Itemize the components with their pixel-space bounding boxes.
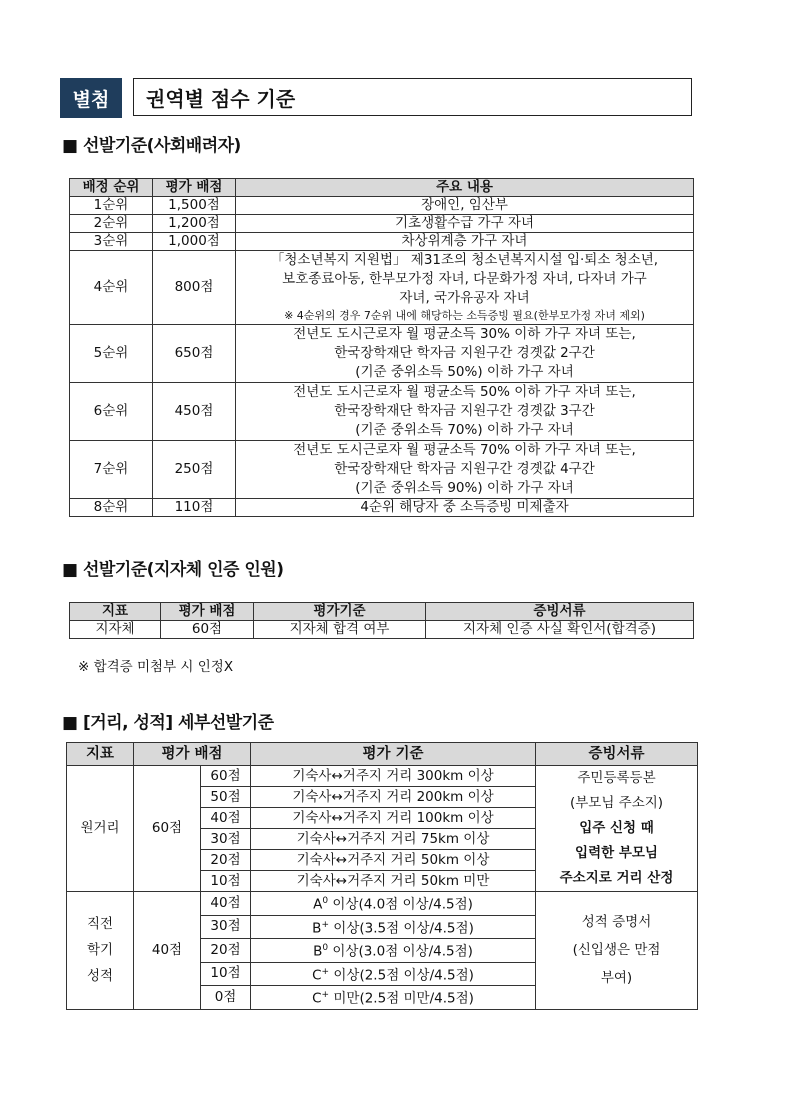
criteria-cell xyxy=(251,962,536,986)
grade-range: 이상(4.0점 이상/4.5점) xyxy=(328,896,473,913)
col-header: 배정 순위 xyxy=(70,179,153,197)
criteria-cell xyxy=(251,892,536,916)
col-header: 평가 기준 xyxy=(251,743,536,766)
cell: 지자체 xyxy=(70,621,161,639)
score-cell: 110점 xyxy=(153,499,236,517)
criteria-cell: 기숙사↔거주지 거리 100km 이상 xyxy=(251,808,536,829)
content-line: 기초생활수급 가구 자녀 xyxy=(395,215,534,231)
grade-range: 미만(2.5점 미만/4.5점) xyxy=(329,990,474,1007)
rank-cell: 7순위 xyxy=(70,441,153,499)
indicator-line: 학기 xyxy=(86,942,114,959)
section-heading-3: ■ [거리, 성적] 세부선발기준 xyxy=(62,713,274,733)
score-cell: 30점 xyxy=(201,915,251,939)
rank-cell: 3순위 xyxy=(70,233,153,251)
rank-cell: 5순위 xyxy=(70,325,153,383)
table-row xyxy=(70,233,694,251)
table-row xyxy=(70,251,694,325)
col-header: 주요 내용 xyxy=(236,179,694,197)
col-header: 평가 배점 xyxy=(161,603,254,621)
cell: 지자체 합격 여부 xyxy=(254,621,426,639)
score-cell: 30점 xyxy=(201,829,251,850)
score-cell: 450점 xyxy=(153,383,236,441)
grade-letter: B xyxy=(313,943,323,960)
section-heading-2: ■ 선발기준(지자체 인증 인원) xyxy=(62,560,284,580)
document-line-bold: 입력한 부모님 xyxy=(575,845,658,861)
detail-table xyxy=(66,742,698,1010)
table-row xyxy=(70,441,694,499)
cell: 60점 xyxy=(161,621,254,639)
col-header: 증빙서류 xyxy=(536,743,698,766)
criteria-cell xyxy=(251,939,536,963)
content-cell xyxy=(236,197,694,215)
content-line: 전년도 도시근로자 월 평균소득 30% 이하 가구 자녀 또는, xyxy=(293,326,636,342)
document-line: 성적 증명서 xyxy=(581,914,652,931)
grade-modifier: 0 xyxy=(322,896,329,906)
table-row xyxy=(67,766,698,787)
grade-letter: C xyxy=(312,990,322,1007)
rank-cell: 4순위 xyxy=(70,251,153,325)
total-score-cell: 60점 xyxy=(134,766,201,892)
content-line: 한국장학재단 학자금 지원구간 경곗값 2구간 xyxy=(334,345,595,361)
table-header xyxy=(70,603,694,621)
indicator-line: 직전 xyxy=(86,916,114,933)
footnote: ※ 합격증 미첨부 시 인정X xyxy=(78,659,234,675)
table-row xyxy=(70,215,694,233)
table-header xyxy=(67,743,698,766)
cell: 지자체 인증 사실 확인서(합격증) xyxy=(426,621,694,639)
grade-modifier: + xyxy=(321,990,330,1000)
rank-cell: 8순위 xyxy=(70,499,153,517)
criteria-cell: 기숙사↔거주지 거리 50km 이상 xyxy=(251,850,536,871)
content-cell xyxy=(236,233,694,251)
content-cell xyxy=(236,251,694,325)
criteria-cell: 기숙사↔거주지 거리 200km 이상 xyxy=(251,787,536,808)
col-header: 증빙서류 xyxy=(426,603,694,621)
table-row xyxy=(70,383,694,441)
criteria-cell: 기숙사↔거주지 거리 50km 미만 xyxy=(251,871,536,892)
total-score-cell: 40점 xyxy=(134,892,201,1010)
grade-letter: B xyxy=(312,920,322,936)
content-line: 자녀, 국가유공자 자녀 xyxy=(399,290,530,306)
table-row xyxy=(70,621,694,639)
criteria-cell xyxy=(251,986,536,1010)
score-cell: 650점 xyxy=(153,325,236,383)
score-cell: 0점 xyxy=(201,986,251,1010)
content-line: 전년도 도시근로자 월 평균소득 50% 이하 가구 자녀 또는, xyxy=(293,384,636,400)
score-cell: 50점 xyxy=(201,787,251,808)
document-cell xyxy=(536,766,698,892)
document-line: 부여) xyxy=(600,970,633,987)
col-header: 지표 xyxy=(67,743,134,766)
score-cell: 1,000점 xyxy=(153,233,236,251)
content-line: 4순위 해당자 중 소득증빙 미제출자 xyxy=(360,499,569,515)
indicator-cell xyxy=(67,892,134,1010)
content-line: 전년도 도시근로자 월 평균소득 70% 이하 가구 자녀 또는, xyxy=(293,442,636,458)
criteria-cell: 기숙사↔거주지 거리 75km 이상 xyxy=(251,829,536,850)
table-row xyxy=(70,197,694,215)
rank-cell: 2순위 xyxy=(70,215,153,233)
content-cell xyxy=(236,499,694,517)
content-line: (기준 중위소득 50%) 이하 가구 자녀 xyxy=(355,364,574,380)
score-cell: 1,200점 xyxy=(153,215,236,233)
content-line: 차상위계층 가구 자녀 xyxy=(401,233,528,249)
grade-letter: A xyxy=(313,896,323,913)
indicator-cell: 원거리 xyxy=(67,766,134,892)
indicator-line: 성적 xyxy=(86,968,114,985)
grade-letter: C xyxy=(312,967,322,983)
score-cell: 40점 xyxy=(201,808,251,829)
content-cell xyxy=(236,441,694,499)
content-cell xyxy=(236,215,694,233)
score-cell: 1,500점 xyxy=(153,197,236,215)
score-cell: 10점 xyxy=(201,962,251,986)
score-cell: 20점 xyxy=(201,850,251,871)
content-line: 「청소년복지 지원법」 제31조의 청소년복지시설 입·퇴소 청소년, xyxy=(270,252,659,268)
score-cell: 40점 xyxy=(201,892,251,916)
grade-range: 이상(2.5점 이상/4.5점) xyxy=(329,967,474,983)
rank-cell: 6순위 xyxy=(70,383,153,441)
grade-modifier: + xyxy=(321,966,330,977)
document-line-bold: 주소지로 거리 산정 xyxy=(559,870,674,886)
content-line: 한국장학재단 학자금 지원구간 경곗값 4구간 xyxy=(334,461,595,477)
content-line: 보호종료아동, 한부모가정 자녀, 다문화가정 자녀, 다자녀 가구 xyxy=(282,271,647,287)
grade-modifier: + xyxy=(321,919,329,930)
document-line: (부모님 주소지) xyxy=(569,795,664,811)
table-row xyxy=(70,499,694,517)
criteria-cell: 기숙사↔거주지 거리 300km 이상 xyxy=(251,766,536,787)
criteria-cell xyxy=(251,915,536,939)
score-cell: 60점 xyxy=(201,766,251,787)
score-cell: 10점 xyxy=(201,871,251,892)
score-cell: 800점 xyxy=(153,251,236,325)
document-cell xyxy=(536,892,698,1010)
content-note: ※ 4순위의 경우 7순위 내에 해당하는 소득증빙 필요(한부모가정 자녀 제외) xyxy=(284,309,645,322)
score-cell: 20점 xyxy=(201,939,251,963)
document-line-bold: 입주 신청 때 xyxy=(579,820,654,836)
col-header: 지표 xyxy=(70,603,161,621)
municipal-table xyxy=(69,602,694,639)
score-cell: 250점 xyxy=(153,441,236,499)
col-header: 평가 배점 xyxy=(134,743,251,766)
grade-range: 이상(3.5점 이상/4.5점) xyxy=(328,920,474,936)
table-row xyxy=(67,892,698,916)
content-line: 한국장학재단 학자금 지원구간 경곗값 3구간 xyxy=(334,403,595,419)
content-line: 장애인, 임산부 xyxy=(421,197,508,213)
col-header: 평가기준 xyxy=(254,603,426,621)
page-title: 권역별 점수 기준 xyxy=(133,78,692,116)
content-cell xyxy=(236,325,694,383)
grade-modifier: 0 xyxy=(322,943,329,953)
document-line: 주민등록등본 xyxy=(577,770,656,786)
section-heading-1: ■ 선발기준(사회배려자) xyxy=(62,136,241,156)
table-row xyxy=(70,325,694,383)
rank-cell: 1순위 xyxy=(70,197,153,215)
grade-range: 이상(3.0점 이상/4.5점) xyxy=(328,943,473,960)
content-line: (기준 중위소득 70%) 이하 가구 자녀 xyxy=(355,422,574,438)
table-header xyxy=(70,179,694,197)
content-cell xyxy=(236,383,694,441)
content-line: (기준 중위소득 90%) 이하 가구 자녀 xyxy=(355,480,574,496)
appendix-tag: 별첨 xyxy=(60,78,122,118)
col-header: 평가 배점 xyxy=(153,179,236,197)
priority-table xyxy=(69,178,694,517)
document-line: (신입생은 만점 xyxy=(572,942,661,959)
